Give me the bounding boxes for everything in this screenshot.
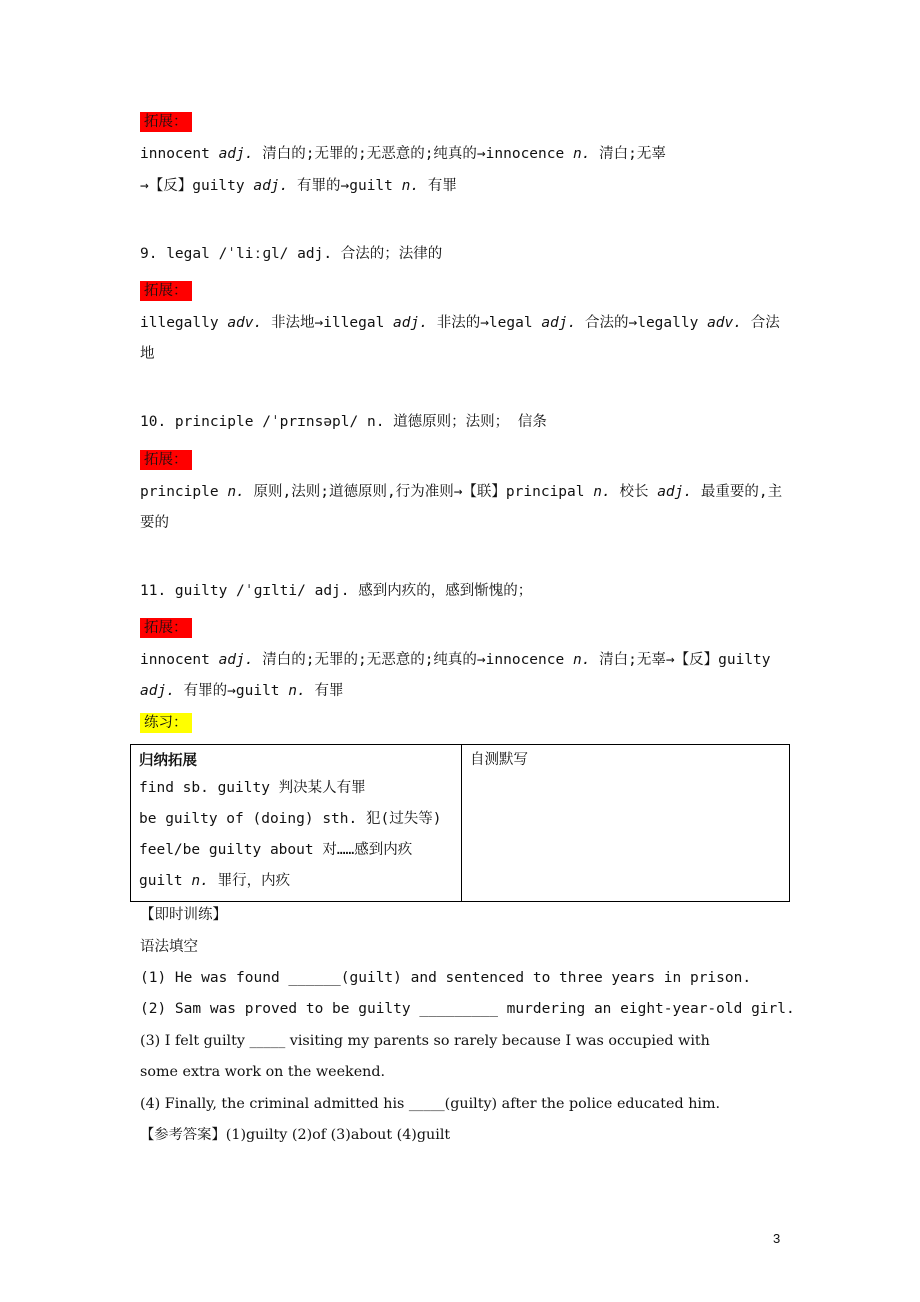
entry-11-line-1: innocent adj. 清白的;无罪的;无恶意的;纯真的→innocence n. 清白;无辜→【反】guilty [140,652,771,668]
exercise-subheader: 语法填空 [140,939,198,955]
entry-10-line-1: principle n. 原则,法则;道德原则,行为准则→【联】principal n. 校长 adj. 最重要的,主 [140,484,783,500]
question-2: (2) Sam was proved to be guilty _________ murdering an eight-year-old girl. [140,1001,795,1017]
exercise-header: 【即时训练】 [140,907,227,923]
summary-item: feel/be guilty about 对……感到内疚 [139,842,413,858]
question-1: (1) He was found ______(guilt) and sentenced to three years in prison. [140,970,752,986]
entry-11-line-2: adj. 有罪的→guilt n. 有罪 [140,683,344,699]
page-number: 3 [773,1231,781,1246]
intro-line-2: →【反】guilty adj. 有罪的→guilt n. 有罪 [140,178,457,194]
question-4: (4) Finally, the criminal admitted his _____(guilty) after the police educated him. [140,1096,721,1112]
entry-9-line-2: 地 [140,346,155,362]
entry-10-heading: 10. principle /ˈprɪnsəpl/ n. 道德原则；法则； 信条 [140,414,547,430]
self-test-title: 自测默写 [470,752,528,768]
summary-item: guilt n. 罪行，内疚 [139,873,291,889]
intro-line-1: innocent adj. 清白的;无罪的;无恶意的;纯真的→innocence n. 清白;无辜 [140,146,666,162]
expand-tag-1: 拓展： [140,112,192,132]
question-3-line-1: (3) I felt guilty _____ visiting my parents so rarely because I was occupied with [140,1033,710,1049]
summary-table [130,744,790,902]
entry-9-heading: 9. legal /ˈliːɡl/ adj. 合法的；法律的 [140,246,443,262]
question-3-line-2: some extra work on the weekend. [140,1064,386,1080]
summary-left-cell [131,745,462,902]
practice-tag: 练习： [140,713,192,733]
answer-key: 【参考答案】(1)guilty (2)of (3)about (4)guilt [140,1127,451,1143]
expand-tag-4: 拓展： [140,618,192,638]
expand-tag-3: 拓展： [140,450,192,470]
entry-9-line-1: illegally adv. 非法地→illegal adj. 非法的→legal adj. 合法的→legally adv. 合法 [140,315,780,331]
summary-item: be guilty of (doing) sth. 犯(过失等) [139,811,442,827]
summary-right-cell [462,745,790,902]
entry-11-heading: 11. guilty /ˈɡɪlti/ adj. 感到内疚的，感到惭愧的； [140,583,533,599]
summary-title: 归纳拓展 [139,753,197,769]
entry-10-line-2: 要的 [140,515,169,531]
summary-item: find sb. guilty 判决某人有罪 [139,780,366,796]
expand-tag-2: 拓展： [140,281,192,301]
